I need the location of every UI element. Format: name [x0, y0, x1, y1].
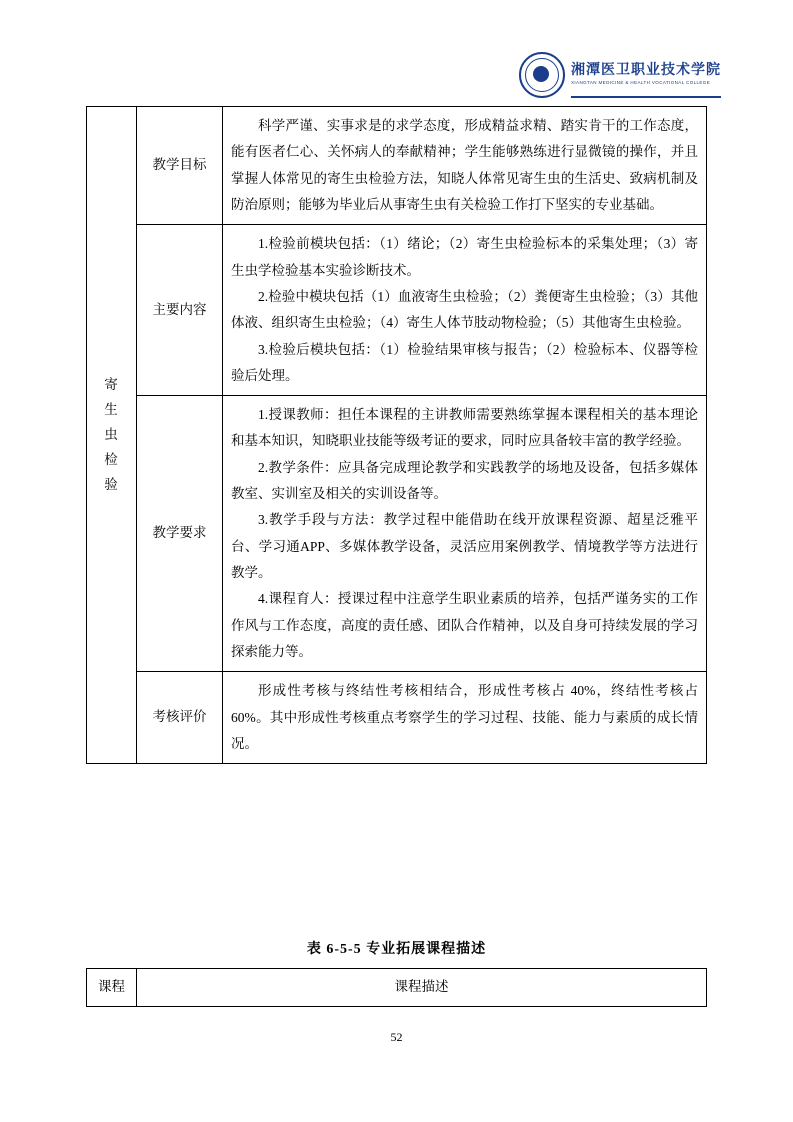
table-row	[87, 107, 707, 225]
paragraph: 形成性考核与终结性考核相结合，形成性考核占 40%，终结性考核占 60%。其中形成性考核重点考察学生的学习过程、技能、能力与素质的成长情况。	[231, 683, 698, 751]
college-name-cn: 湘潭医卫职业技术学院	[571, 63, 721, 79]
table-caption: 表 6-5-5 专业拓展课程描述	[306, 942, 487, 957]
header-course-description: 课程描述	[137, 969, 707, 1007]
college-logo-text	[571, 64, 721, 85]
paragraph: 3.检验后模块包括：（1）检验结果审核与报告；（2）检验标本、仪器等检验后处理。	[231, 341, 698, 383]
row-label-teaching-requirements: 教学要求	[137, 396, 223, 672]
course-name-char-5: 验	[104, 476, 119, 492]
course-name-char-2: 生	[104, 401, 119, 417]
row-content-teaching-goal	[223, 107, 707, 225]
paragraph: 1.检验前模块包括：（1）绪论；（2）寄生虫检验标本的采集处理；（3）寄生虫学检验基本实验诊断技术。	[231, 236, 698, 278]
college-name-en: XIANGTAN MEDICINE & HEALTH VOCATIONAL COLLEGE	[571, 79, 711, 85]
paragraph: 4.课程育人：授课过程中注意学生职业素质的培养，包括严谨务实的工作作风与工作态度，高度的责任感、团队合作精神，以及自身可持续发展的学习探索能力等。	[231, 591, 698, 659]
paragraph: 2.教学条件：应具备完成理论教学和实践教学的场地及设备，包括多媒体教室、实训室及相关的实训设备等。	[231, 459, 698, 502]
course-name-char-3: 虫	[104, 426, 119, 442]
paragraph: 2.检验中模块包括（1）血液寄生虫检验；（2）粪便寄生虫检验；（3）其他体液、组织寄生虫检验；（4）寄生人体节肢动物检验；（5）其他寄生虫检验。	[231, 288, 698, 331]
table-row	[87, 225, 707, 396]
course-name-char-4: 检	[104, 451, 119, 467]
college-logo	[519, 52, 721, 98]
page-number: 52	[390, 1030, 403, 1044]
table-row	[87, 969, 707, 1007]
paragraph: 1.授课教师：担任本课程的主讲教师需要熟练掌握本课程相关的基本理论和基本知识，知晓职业技能等级考证的要求，同时应具备较丰富的教学经验。	[231, 407, 698, 449]
logo-divider	[571, 96, 721, 98]
paragraph: 科学严谨、实事求是的求学态度，形成精益求精、踏实肯干的工作态度，能有医者仁心、关怀病人的奉献精神；学生能够熟练进行显微镜的操作，并且掌握人体常见的寄生虫检验方法，知晓人体常见寄生虫的生活史、致病机制及防治原则；能够为毕业后从事寄生虫有关检验工作打下坚实的专业基础。	[231, 118, 698, 212]
extension-course-table	[86, 968, 707, 1007]
course-name-char-1: 寄	[104, 376, 119, 392]
row-label-teaching-goal: 教学目标	[137, 107, 223, 225]
college-seal-icon	[519, 52, 565, 98]
paragraph: 3.教学手段与方法：教学过程中能借助在线开放课程资源、超星泛雅平台、学习通APP、多媒体教学设备，灵活应用案例教学、情境教学等方法进行教学。	[231, 512, 698, 580]
row-label-main-content: 主要内容	[137, 225, 223, 396]
table-row	[87, 396, 707, 672]
table-row	[87, 672, 707, 764]
course-description-table	[86, 106, 707, 764]
row-content-teaching-requirements	[223, 396, 707, 672]
row-label-assessment: 考核评价	[137, 672, 223, 764]
header-course: 课程	[87, 969, 137, 1007]
row-content-assessment	[223, 672, 707, 764]
course-name-cell	[87, 107, 137, 764]
row-content-main-content	[223, 225, 707, 396]
